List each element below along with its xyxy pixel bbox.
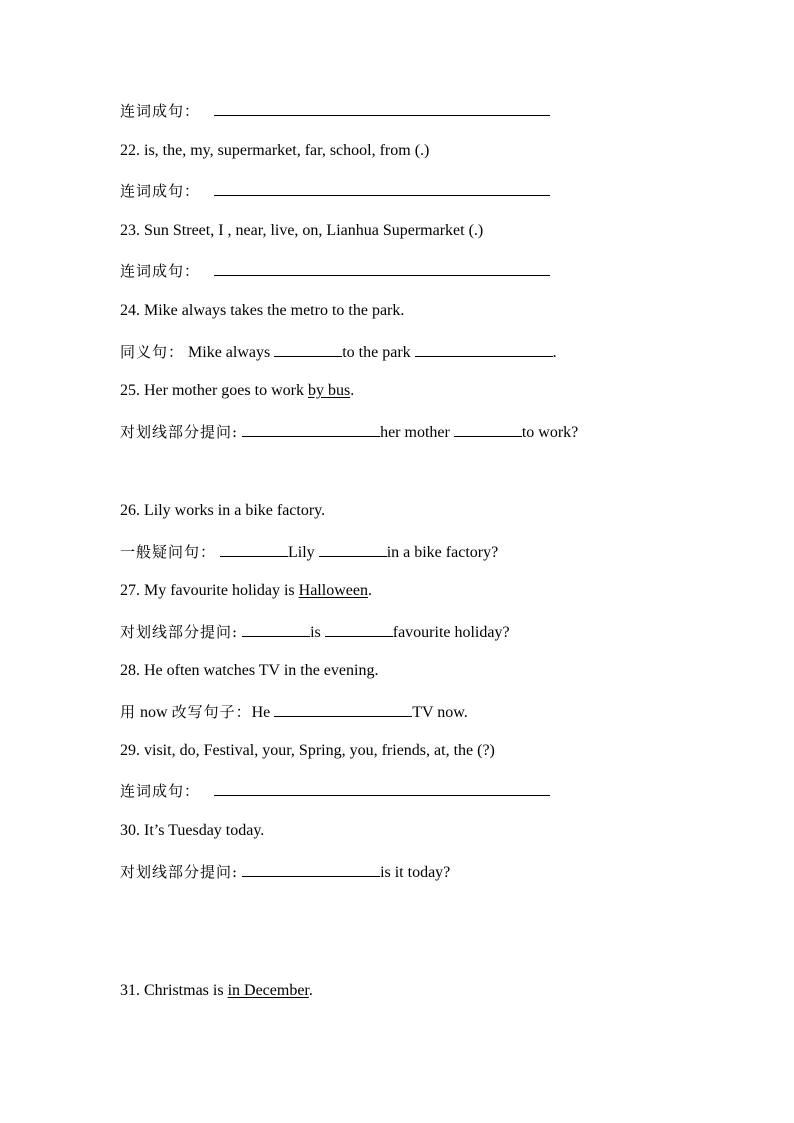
q31-question xyxy=(120,981,313,1001)
q22-answer-row xyxy=(120,180,550,202)
q27-text: 27. My favourite holiday is xyxy=(120,582,299,599)
q28-question: 28. He often watches TV in the evening. xyxy=(120,662,379,679)
q22-instruction: 连词成句： xyxy=(120,182,201,200)
q29-question: 29. visit, do, Festival, your, Spring, you, friends, at, the (?) xyxy=(120,742,495,759)
q30-blank-1[interactable] xyxy=(242,861,380,877)
q27-blank-2[interactable] xyxy=(325,621,393,637)
q30-part1: is it today? xyxy=(380,864,451,881)
q28-answer-row xyxy=(120,701,468,723)
q30-answer-row xyxy=(120,861,450,883)
q27-part2: favourite holiday? xyxy=(392,624,510,641)
q21-answer-blank[interactable] xyxy=(214,100,550,116)
q31-period: . xyxy=(308,982,313,999)
q27-instruction: 对划线部分提问: xyxy=(120,623,239,641)
q25-part1: her mother xyxy=(380,424,450,441)
q30-question: 30. It’s Tuesday today. xyxy=(120,822,265,839)
q26-part2: in a bike factory? xyxy=(386,544,499,561)
q27-question xyxy=(120,581,372,601)
q27-blank-1[interactable] xyxy=(242,621,310,637)
q26-part1: Lily xyxy=(288,544,315,561)
q25-underlined: by bus xyxy=(307,382,351,399)
q30-instruction: 对划线部分提问: xyxy=(120,863,239,881)
q25-text: 25. Her mother goes to work xyxy=(120,382,308,399)
q28-blank-1[interactable] xyxy=(274,701,412,717)
q24-instruction: 同义句： xyxy=(120,343,185,361)
q22-question: 22. is, the, my, supermarket, far, school, from (.) xyxy=(120,142,430,159)
q28-part1: He xyxy=(251,704,271,721)
q27-underlined: Halloween xyxy=(298,582,368,599)
q21-answer-row xyxy=(120,100,550,122)
q27-period: . xyxy=(367,582,372,599)
q26-blank-1[interactable] xyxy=(220,541,288,557)
q29-answer-blank[interactable] xyxy=(214,780,550,796)
q25-part2: to work? xyxy=(521,424,579,441)
q31-underlined: in December xyxy=(227,982,309,999)
q27-answer-row xyxy=(120,621,510,643)
q24-end: . xyxy=(552,344,557,361)
q24-part2: to the park xyxy=(342,344,411,361)
q23-answer-blank[interactable] xyxy=(214,260,550,276)
q23-answer-row xyxy=(120,260,550,282)
q27-part1: is xyxy=(310,624,321,641)
q21-instruction: 连词成句： xyxy=(120,102,201,120)
q24-answer-row xyxy=(120,341,557,363)
q25-blank-2[interactable] xyxy=(454,421,522,437)
q25-blank-1[interactable] xyxy=(242,421,380,437)
q23-instruction: 连词成句： xyxy=(120,262,201,280)
q24-part1: Mike always xyxy=(188,344,271,361)
q24-blank-1[interactable] xyxy=(274,341,342,357)
q23-question: 23. Sun Street, I , near, live, on, Lianhua Supermarket (.) xyxy=(120,222,484,239)
q29-instruction: 连词成句： xyxy=(120,782,201,800)
q25-period: . xyxy=(350,382,355,399)
q26-instruction: 一般疑问句： xyxy=(120,543,217,561)
q29-answer-row xyxy=(120,780,550,802)
q26-answer-row xyxy=(120,541,498,563)
q26-question: 26. Lily works in a bike factory. xyxy=(120,502,326,519)
q22-answer-blank[interactable] xyxy=(214,180,550,196)
q24-blank-2[interactable] xyxy=(415,341,553,357)
q28-instruction-b: 改写句子： xyxy=(171,703,252,721)
q26-blank-2[interactable] xyxy=(319,541,387,557)
q28-instruction-a: 用 xyxy=(120,703,137,721)
q31-text: 31. Christmas is xyxy=(120,982,228,999)
q28-part2: TV now. xyxy=(412,704,468,721)
q28-now-word: now xyxy=(140,704,168,721)
q25-instruction: 对划线部分提问: xyxy=(120,423,239,441)
q24-question: 24. Mike always takes the metro to the park. xyxy=(120,302,405,319)
q25-answer-row xyxy=(120,421,578,443)
q25-question xyxy=(120,381,354,401)
